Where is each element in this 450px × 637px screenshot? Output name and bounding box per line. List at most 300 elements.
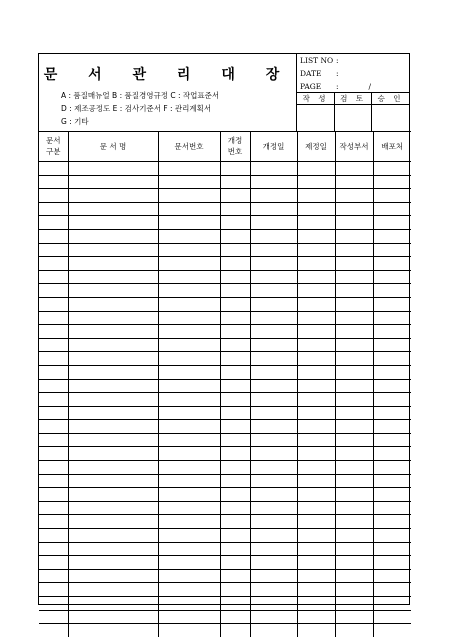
- table-cell[interactable]: [297, 556, 335, 570]
- table-cell[interactable]: [250, 461, 297, 475]
- table-cell[interactable]: [297, 270, 335, 284]
- table-cell[interactable]: [220, 325, 250, 339]
- table-cell[interactable]: [335, 501, 373, 515]
- table-cell[interactable]: [250, 216, 297, 230]
- table-cell[interactable]: [335, 175, 373, 189]
- table-cell[interactable]: [68, 474, 158, 488]
- table-cell[interactable]: [220, 542, 250, 556]
- column-header: 문서번호: [158, 131, 220, 162]
- table-cell[interactable]: [335, 433, 373, 447]
- table-cell[interactable]: [250, 406, 297, 420]
- table-cell[interactable]: [250, 162, 297, 176]
- table-cell[interactable]: [158, 501, 220, 515]
- table-row: [39, 501, 411, 515]
- column-header: 배포처: [373, 131, 411, 162]
- table-cell[interactable]: [250, 624, 297, 637]
- table-cell[interactable]: [39, 542, 68, 556]
- table-cell[interactable]: [297, 162, 335, 176]
- table-cell[interactable]: [39, 624, 68, 637]
- table-cell[interactable]: [250, 379, 297, 393]
- table-cell[interactable]: [250, 189, 297, 203]
- table-cell[interactable]: [68, 488, 158, 502]
- table-cell[interactable]: [335, 597, 373, 611]
- table-cell[interactable]: [220, 461, 250, 475]
- table-cell[interactable]: [68, 338, 158, 352]
- info-area: [297, 54, 409, 131]
- table-cell[interactable]: [335, 542, 373, 556]
- table-cell[interactable]: [297, 420, 335, 434]
- table-cell[interactable]: [68, 406, 158, 420]
- table-cell[interactable]: [39, 569, 68, 583]
- table-cell[interactable]: [220, 610, 250, 624]
- table-cell[interactable]: [250, 433, 297, 447]
- table-cell[interactable]: [158, 311, 220, 325]
- table-cell[interactable]: [335, 474, 373, 488]
- table-cell[interactable]: [250, 365, 297, 379]
- table-cell[interactable]: [297, 216, 335, 230]
- table-cell[interactable]: [68, 556, 158, 570]
- table-cell[interactable]: [39, 393, 68, 407]
- table-cell[interactable]: [158, 257, 220, 271]
- table-cell[interactable]: [373, 624, 411, 637]
- table-cell[interactable]: [158, 365, 220, 379]
- table-cell[interactable]: [297, 529, 335, 543]
- table-cell[interactable]: [335, 365, 373, 379]
- table-cell[interactable]: [250, 542, 297, 556]
- table-cell[interactable]: [68, 447, 158, 461]
- table-row: [39, 352, 411, 366]
- table-cell[interactable]: [297, 515, 335, 529]
- table-cell[interactable]: [158, 597, 220, 611]
- table-cell[interactable]: [220, 162, 250, 176]
- table-cell[interactable]: [39, 325, 68, 339]
- table-cell[interactable]: [39, 597, 68, 611]
- table-cell[interactable]: [158, 556, 220, 570]
- table-cell[interactable]: [335, 461, 373, 475]
- table-cell[interactable]: [297, 311, 335, 325]
- date-separator: :: [336, 69, 339, 78]
- table-cell[interactable]: [220, 488, 250, 502]
- table-cell[interactable]: [250, 243, 297, 257]
- table-cell[interactable]: [373, 433, 411, 447]
- table-cell[interactable]: [335, 216, 373, 230]
- table-cell[interactable]: [373, 257, 411, 271]
- table-cell[interactable]: [297, 447, 335, 461]
- table-cell[interactable]: [297, 175, 335, 189]
- table-cell[interactable]: [68, 610, 158, 624]
- table-cell[interactable]: [39, 474, 68, 488]
- table-cell[interactable]: [158, 189, 220, 203]
- table-cell[interactable]: [297, 325, 335, 339]
- table-cell[interactable]: [373, 162, 411, 176]
- table-cell[interactable]: [373, 297, 411, 311]
- table-cell[interactable]: [220, 433, 250, 447]
- table-cell[interactable]: [220, 393, 250, 407]
- table-cell[interactable]: [68, 270, 158, 284]
- table-cell[interactable]: [373, 325, 411, 339]
- table-cell[interactable]: [158, 461, 220, 475]
- table-cell[interactable]: [373, 542, 411, 556]
- table-cell[interactable]: [373, 474, 411, 488]
- table-cell[interactable]: [250, 270, 297, 284]
- table-cell[interactable]: [220, 216, 250, 230]
- table-cell[interactable]: [158, 175, 220, 189]
- table-cell[interactable]: [158, 433, 220, 447]
- table-cell[interactable]: [158, 515, 220, 529]
- table-cell[interactable]: [297, 406, 335, 420]
- table-cell[interactable]: [297, 379, 335, 393]
- table-cell[interactable]: [68, 216, 158, 230]
- table-cell[interactable]: [250, 352, 297, 366]
- table-cell[interactable]: [335, 624, 373, 637]
- table-cell[interactable]: [158, 379, 220, 393]
- table-cell[interactable]: [297, 257, 335, 271]
- column-header: 제정일: [297, 131, 335, 162]
- table-cell[interactable]: [250, 447, 297, 461]
- table-cell[interactable]: [68, 297, 158, 311]
- table-cell[interactable]: [250, 556, 297, 570]
- table-cell[interactable]: [158, 270, 220, 284]
- table-cell[interactable]: [335, 352, 373, 366]
- table-cell[interactable]: [373, 365, 411, 379]
- table-cell[interactable]: [250, 297, 297, 311]
- legend-line: D : 제조공정도 E : 검사기준서 F : 관리계획서: [61, 104, 212, 113]
- table-cell[interactable]: [335, 515, 373, 529]
- table-cell[interactable]: [220, 501, 250, 515]
- table-cell[interactable]: [68, 257, 158, 271]
- table-cell[interactable]: [39, 175, 68, 189]
- table-cell[interactable]: [220, 420, 250, 434]
- table-cell[interactable]: [250, 284, 297, 298]
- table-cell[interactable]: [39, 556, 68, 570]
- table-cell[interactable]: [250, 229, 297, 243]
- table-cell[interactable]: [220, 447, 250, 461]
- table-cell[interactable]: [297, 297, 335, 311]
- table-cell[interactable]: [220, 175, 250, 189]
- table-cell[interactable]: [373, 284, 411, 298]
- table-cell[interactable]: [158, 474, 220, 488]
- table-cell[interactable]: [335, 447, 373, 461]
- table-cell[interactable]: [250, 610, 297, 624]
- table-cell[interactable]: [250, 257, 297, 271]
- table-cell[interactable]: [39, 243, 68, 257]
- table-cell[interactable]: [297, 365, 335, 379]
- table-cell[interactable]: [39, 420, 68, 434]
- table-cell[interactable]: [335, 379, 373, 393]
- table-cell[interactable]: [39, 311, 68, 325]
- table-cell[interactable]: [250, 529, 297, 543]
- table-cell[interactable]: [250, 311, 297, 325]
- table-cell[interactable]: [373, 393, 411, 407]
- table-cell[interactable]: [373, 379, 411, 393]
- table-cell[interactable]: [250, 583, 297, 597]
- table-cell[interactable]: [250, 515, 297, 529]
- table-cell[interactable]: [335, 243, 373, 257]
- table-cell[interactable]: [335, 406, 373, 420]
- table-cell[interactable]: [68, 515, 158, 529]
- table-cell[interactable]: [373, 229, 411, 243]
- table-cell[interactable]: [39, 189, 68, 203]
- table-cell[interactable]: [250, 202, 297, 216]
- table-cell[interactable]: [250, 474, 297, 488]
- table-cell[interactable]: [39, 202, 68, 216]
- table-cell[interactable]: [68, 202, 158, 216]
- table-cell[interactable]: [335, 338, 373, 352]
- table-cell[interactable]: [68, 365, 158, 379]
- table-cell[interactable]: [373, 488, 411, 502]
- table-cell[interactable]: [39, 365, 68, 379]
- table-cell[interactable]: [39, 338, 68, 352]
- table-cell[interactable]: [297, 624, 335, 637]
- table-cell[interactable]: [39, 297, 68, 311]
- table-cell[interactable]: [297, 569, 335, 583]
- table-cell[interactable]: [220, 311, 250, 325]
- table-cell[interactable]: [335, 189, 373, 203]
- table-row: [39, 338, 411, 352]
- table-cell[interactable]: [39, 270, 68, 284]
- table-cell[interactable]: [297, 542, 335, 556]
- table-cell[interactable]: [220, 338, 250, 352]
- table-cell[interactable]: [220, 569, 250, 583]
- approval-head: 작 성: [297, 93, 334, 105]
- table-cell[interactable]: [335, 583, 373, 597]
- table-cell[interactable]: [220, 365, 250, 379]
- table-cell[interactable]: [250, 597, 297, 611]
- table-cell[interactable]: [250, 501, 297, 515]
- table-cell[interactable]: [39, 433, 68, 447]
- table-cell[interactable]: [68, 379, 158, 393]
- table-cell[interactable]: [335, 284, 373, 298]
- table-cell[interactable]: [373, 515, 411, 529]
- table-cell[interactable]: [335, 229, 373, 243]
- table-cell[interactable]: [220, 297, 250, 311]
- table-cell[interactable]: [68, 420, 158, 434]
- table-cell[interactable]: [220, 624, 250, 637]
- table-cell[interactable]: [373, 597, 411, 611]
- table-cell[interactable]: [297, 461, 335, 475]
- table-cell[interactable]: [68, 284, 158, 298]
- table-cell[interactable]: [68, 501, 158, 515]
- table-cell[interactable]: [373, 447, 411, 461]
- table-cell[interactable]: [373, 583, 411, 597]
- table-cell[interactable]: [39, 162, 68, 176]
- table-cell[interactable]: [158, 325, 220, 339]
- table-cell[interactable]: [39, 216, 68, 230]
- table-cell[interactable]: [373, 461, 411, 475]
- table-row: [39, 175, 411, 189]
- table-cell[interactable]: [335, 529, 373, 543]
- table-cell[interactable]: [373, 338, 411, 352]
- table-cell[interactable]: [68, 433, 158, 447]
- table-cell[interactable]: [68, 243, 158, 257]
- table-cell[interactable]: [39, 447, 68, 461]
- table-cell[interactable]: [297, 597, 335, 611]
- table-cell[interactable]: [158, 583, 220, 597]
- table-cell[interactable]: [220, 406, 250, 420]
- table-cell[interactable]: [39, 461, 68, 475]
- table-cell[interactable]: [68, 189, 158, 203]
- table-cell[interactable]: [158, 393, 220, 407]
- table-cell[interactable]: [297, 610, 335, 624]
- table-cell[interactable]: [39, 257, 68, 271]
- table-cell[interactable]: [297, 583, 335, 597]
- table-cell[interactable]: [373, 529, 411, 543]
- table-cell[interactable]: [297, 202, 335, 216]
- table-row: [39, 406, 411, 420]
- table-cell[interactable]: [68, 325, 158, 339]
- table-cell[interactable]: [158, 352, 220, 366]
- table-cell[interactable]: [335, 325, 373, 339]
- table-cell[interactable]: [68, 542, 158, 556]
- table-cell[interactable]: [297, 229, 335, 243]
- table-cell[interactable]: [68, 311, 158, 325]
- table-cell[interactable]: [220, 583, 250, 597]
- table-cell[interactable]: [335, 569, 373, 583]
- table-cell[interactable]: [68, 597, 158, 611]
- table-cell[interactable]: [335, 488, 373, 502]
- table-cell[interactable]: [39, 583, 68, 597]
- table-cell[interactable]: [297, 393, 335, 407]
- table-cell[interactable]: [297, 243, 335, 257]
- table-cell[interactable]: [68, 352, 158, 366]
- table-row: [39, 325, 411, 339]
- table-cell[interactable]: [68, 229, 158, 243]
- table-cell[interactable]: [373, 311, 411, 325]
- table-cell[interactable]: [297, 352, 335, 366]
- table-cell[interactable]: [373, 175, 411, 189]
- table-cell[interactable]: [39, 379, 68, 393]
- table-cell[interactable]: [297, 433, 335, 447]
- table-cell[interactable]: [68, 624, 158, 637]
- table-cell[interactable]: [250, 325, 297, 339]
- table-cell[interactable]: [373, 189, 411, 203]
- table-cell[interactable]: [335, 202, 373, 216]
- table-cell[interactable]: [68, 175, 158, 189]
- table-cell[interactable]: [39, 529, 68, 543]
- table-cell[interactable]: [335, 270, 373, 284]
- table-cell[interactable]: [373, 569, 411, 583]
- table-cell[interactable]: [220, 597, 250, 611]
- table-cell[interactable]: [68, 393, 158, 407]
- table-cell[interactable]: [39, 501, 68, 515]
- table-cell[interactable]: [39, 284, 68, 298]
- table-cell[interactable]: [158, 542, 220, 556]
- table-cell[interactable]: [373, 270, 411, 284]
- table-cell[interactable]: [158, 243, 220, 257]
- table-cell[interactable]: [373, 216, 411, 230]
- table-cell[interactable]: [220, 243, 250, 257]
- table-cell[interactable]: [297, 284, 335, 298]
- table-cell[interactable]: [220, 474, 250, 488]
- table-cell[interactable]: [68, 529, 158, 543]
- table-cell[interactable]: [220, 257, 250, 271]
- table-cell[interactable]: [250, 420, 297, 434]
- table-cell[interactable]: [373, 352, 411, 366]
- table-cell[interactable]: [373, 202, 411, 216]
- table-cell[interactable]: [158, 406, 220, 420]
- table-cell[interactable]: [297, 501, 335, 515]
- table-cell[interactable]: [335, 393, 373, 407]
- table-cell[interactable]: [335, 311, 373, 325]
- table-cell[interactable]: [220, 352, 250, 366]
- table-cell[interactable]: [68, 461, 158, 475]
- table-row: [39, 433, 411, 447]
- table-cell[interactable]: [220, 284, 250, 298]
- table-cell[interactable]: [335, 420, 373, 434]
- table-cell[interactable]: [297, 488, 335, 502]
- table-cell[interactable]: [68, 162, 158, 176]
- table-cell[interactable]: [250, 393, 297, 407]
- table-cell[interactable]: [373, 556, 411, 570]
- table-cell[interactable]: [158, 420, 220, 434]
- table-cell[interactable]: [335, 556, 373, 570]
- table-cell[interactable]: [158, 202, 220, 216]
- table-cell[interactable]: [335, 297, 373, 311]
- table-cell[interactable]: [220, 270, 250, 284]
- table-cell[interactable]: [297, 338, 335, 352]
- legend-line: A : 품질매뉴얼 B : 품질경영규정 C : 작업표준서: [61, 91, 220, 100]
- table-cell[interactable]: [373, 243, 411, 257]
- table-cell[interactable]: [335, 162, 373, 176]
- table-cell[interactable]: [297, 474, 335, 488]
- table-cell[interactable]: [158, 488, 220, 502]
- table-cell[interactable]: [158, 284, 220, 298]
- table-cell[interactable]: [220, 189, 250, 203]
- table-cell[interactable]: [158, 162, 220, 176]
- list-no-label: LIST NO: [300, 56, 334, 65]
- column-header: 개정 번호: [220, 131, 250, 162]
- table-cell[interactable]: [158, 447, 220, 461]
- table-cell[interactable]: [220, 556, 250, 570]
- table-cell[interactable]: [250, 338, 297, 352]
- table-cell[interactable]: [158, 338, 220, 352]
- table-cell[interactable]: [220, 202, 250, 216]
- table-cell[interactable]: [68, 583, 158, 597]
- table-cell[interactable]: [373, 406, 411, 420]
- table-cell[interactable]: [158, 610, 220, 624]
- table-cell[interactable]: [373, 420, 411, 434]
- table-cell[interactable]: [39, 229, 68, 243]
- table-cell[interactable]: [158, 216, 220, 230]
- table-cell[interactable]: [335, 610, 373, 624]
- table-row: [39, 270, 411, 284]
- table-cell[interactable]: [220, 515, 250, 529]
- table-cell[interactable]: [220, 229, 250, 243]
- table-cell[interactable]: [373, 610, 411, 624]
- table-cell[interactable]: [39, 406, 68, 420]
- table-cell[interactable]: [158, 569, 220, 583]
- table-cell[interactable]: [250, 488, 297, 502]
- table-cell[interactable]: [373, 501, 411, 515]
- table-cell[interactable]: [220, 529, 250, 543]
- column-header: 문서 구분: [39, 131, 68, 162]
- table-cell[interactable]: [39, 352, 68, 366]
- table-cell[interactable]: [297, 189, 335, 203]
- table-cell[interactable]: [250, 569, 297, 583]
- table-cell[interactable]: [158, 297, 220, 311]
- table-cell[interactable]: [39, 515, 68, 529]
- table-cell[interactable]: [39, 488, 68, 502]
- table-cell[interactable]: [250, 175, 297, 189]
- table-cell[interactable]: [39, 610, 68, 624]
- table-cell[interactable]: [158, 624, 220, 637]
- table-cell[interactable]: [158, 529, 220, 543]
- table-cell[interactable]: [335, 257, 373, 271]
- table-row: [39, 610, 411, 624]
- table-cell[interactable]: [220, 379, 250, 393]
- table-cell[interactable]: [158, 229, 220, 243]
- table-cell[interactable]: [68, 569, 158, 583]
